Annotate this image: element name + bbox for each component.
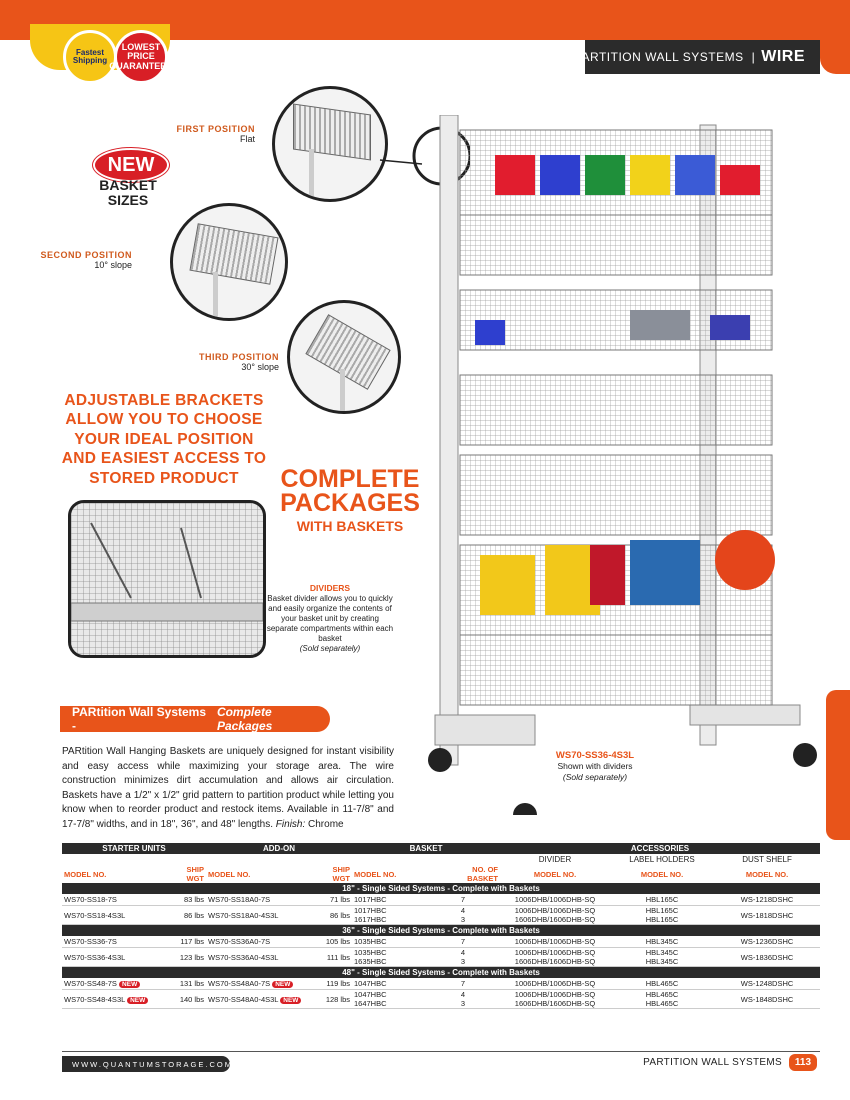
col-basket-qty	[426, 865, 500, 883]
basket-model: 1017HBC	[354, 895, 387, 904]
col-no-of: NO. OF	[472, 865, 499, 874]
divider-model-cell	[500, 948, 610, 967]
section-row	[62, 883, 820, 894]
second-position-sub: 10° slope	[94, 260, 132, 270]
label-model: HBL465C	[645, 999, 679, 1008]
dividers-note: (Sold separately)	[299, 643, 361, 653]
divider-model: 1006DHB/1006DHB-SQ	[514, 906, 596, 915]
footer-section: PARTITION WALL SYSTEMS	[643, 1057, 782, 1068]
starter-units-header: STARTER UNITS	[102, 844, 166, 853]
section-title-text: 18" - Single Sided Systems - Complete with Baskets	[342, 884, 540, 893]
section-title: PARtition Wall Systems -	[72, 705, 207, 733]
basket-model: 1035HBC	[354, 948, 387, 957]
starter-header-cell	[62, 843, 206, 854]
addon-weight-cell	[308, 936, 352, 948]
label-model-cell	[610, 948, 714, 967]
addon-model: WS70-SS36A0-7S	[208, 937, 271, 946]
basket-model: 1635HBC	[354, 957, 387, 966]
starter-model-cell	[62, 894, 162, 906]
addon-model-cell	[206, 948, 308, 967]
table-row	[62, 990, 820, 1009]
with-baskets-subtitle: WITH BASKETS	[296, 517, 404, 534]
addon-weight: 71 lbs	[329, 895, 350, 904]
spec-table	[62, 843, 820, 1009]
starter-model: WS70-SS18-4S3L	[64, 910, 126, 920]
basket-model-cell	[352, 948, 426, 967]
section-title-text: 48" - Single Sided Systems - Complete with Baskets	[342, 968, 540, 977]
accessories-header-cell	[500, 843, 820, 854]
table-header-acc	[62, 854, 820, 865]
divider-model: 1006DHB/1006DHB-SQ	[514, 937, 596, 946]
starter-weight-cell	[162, 894, 206, 906]
starter-model: WS70-SS48-7S	[64, 979, 117, 988]
divider-model: 1606DHB/1606DHB-SQ	[514, 957, 596, 966]
col-model: MODEL NO.	[354, 869, 397, 879]
addon-header: ADD-ON	[263, 844, 295, 853]
label-model: HBL345C	[645, 957, 679, 966]
basket-qty: 3	[460, 999, 466, 1008]
divider-model: 1606DHB/1606DHB-SQ	[514, 915, 596, 924]
new-badge: NEW	[119, 981, 140, 988]
complete-packages-heading	[280, 465, 420, 534]
starter-model: WS70-SS36-7S	[64, 937, 117, 946]
dust-model: WS-1818DSHC	[740, 910, 794, 920]
starter-weight: 131 lbs	[179, 979, 204, 988]
basket-header-cell	[352, 843, 500, 854]
table-row	[62, 978, 820, 990]
starter-weight: 117 lbs	[180, 937, 204, 946]
header-category: WIRE	[761, 48, 805, 65]
basket-qty-cell	[426, 990, 500, 1009]
col-divider-model	[500, 865, 610, 883]
starter-weight: 140 lbs	[179, 994, 204, 1004]
basket-model-cell	[352, 936, 426, 948]
description-text: PARtition Wall Hanging Baskets are uniquely designed for instant visibility and easy access while maximizing your storage area. The wire construction minimizes dirt accumulation and allows air circulation. Baskets have a 1/2" x 1/2" grid pattern to partition product while letting you know when to reorder product and restock items. Available in 11-7/8" and 17-7/8" widths, and in 18", 36", and 48" lengths.	[62, 746, 394, 830]
finish-value: Chrome	[305, 818, 344, 830]
starter-weight-cell	[162, 906, 206, 925]
header-title	[574, 48, 805, 66]
label-model: HBL165C	[645, 915, 679, 924]
addon-weight: 128 lbs	[325, 994, 350, 1004]
header-spacer	[62, 854, 500, 865]
third-position-image	[287, 300, 401, 414]
basket-qty: 4	[460, 948, 466, 957]
basket-qty: 3	[460, 957, 466, 966]
starter-weight-cell	[162, 978, 206, 990]
addon-weight: 105 lbs	[325, 937, 350, 946]
table-row	[62, 894, 820, 906]
table-header-groups	[62, 843, 820, 854]
first-position-sub: Flat	[239, 134, 255, 144]
rack-caption-model: WS70-SS36-4S3L	[555, 750, 635, 761]
lowest-price-badge	[109, 30, 173, 84]
divider-model-cell	[500, 894, 610, 906]
label-model: HBL345C	[645, 937, 679, 946]
page-number: 113	[789, 1054, 817, 1071]
addon-weight: 111 lbs	[326, 952, 350, 962]
col-basket: BASKET	[467, 874, 499, 883]
table-header-cols	[62, 865, 820, 883]
basket-model: 1647HBC	[354, 999, 387, 1008]
col-starter-wgt	[162, 865, 206, 883]
lowest-price-text: LOWEST PRICE GUARANTEED	[109, 41, 173, 71]
basket-qty-cell	[426, 936, 500, 948]
addon-model-cell	[206, 894, 308, 906]
starter-model-cell	[62, 990, 162, 1009]
basket-qty-cell	[426, 978, 500, 990]
basket-model: 1017HBC	[354, 906, 387, 915]
section-row	[62, 925, 820, 937]
starter-weight: 83 lbs	[183, 895, 204, 904]
label-model: HBL465C	[645, 979, 679, 988]
divider-model-cell	[500, 936, 610, 948]
label-model-cell	[610, 906, 714, 925]
divider-model-cell	[500, 906, 610, 925]
addon-weight-cell	[308, 906, 352, 925]
basket-qty: 4	[460, 990, 466, 999]
addon-weight: 86 lbs	[329, 910, 350, 920]
col-starter-model	[62, 865, 162, 883]
dividers-caption	[265, 583, 395, 654]
label-model: HBL165C	[645, 895, 679, 904]
basket-model: 1035HBC	[354, 937, 387, 946]
col-model: MODEL NO.	[208, 869, 251, 879]
starter-model-cell	[62, 906, 162, 925]
section-subtitle: Complete Packages	[216, 705, 273, 733]
dust-model: WS-1848DSHC	[740, 994, 794, 1004]
col-model: MODEL NO.	[640, 869, 684, 879]
basket-qty: 7	[460, 937, 466, 946]
new-badge: NEW	[280, 997, 301, 1004]
basket-sizes-label: BASKET SIZES	[99, 177, 157, 209]
divider-model: 1006DHB/1006DHB-SQ	[514, 948, 596, 957]
addon-model: WS70-SS48A0-4S3L	[208, 994, 279, 1004]
basket-qty-cell	[426, 948, 500, 967]
adjustable-brackets-heading: ADJUSTABLE BRACKETS ALLOW YOU TO CHOOSE YOUR IDEAL POSITION AND EASIEST ACCESS TO STORED PRODUCT	[61, 392, 267, 487]
dust-model: WS-1218DSHC	[740, 895, 794, 904]
second-position-image	[170, 203, 288, 321]
table-row	[62, 936, 820, 948]
starter-model: WS70-SS18-7S	[64, 895, 117, 904]
starter-weight-cell	[162, 948, 206, 967]
first-position-title: FIRST POSITION	[176, 124, 255, 134]
basket-qty: 7	[460, 979, 466, 988]
fastest-shipping-text: Fastest Shipping	[72, 47, 108, 65]
rack-illustration	[420, 115, 820, 815]
basket-qty-cell	[426, 894, 500, 906]
divider-model-cell	[500, 990, 610, 1009]
addon-model: WS70-SS18A0-7S	[208, 895, 271, 904]
header-cap	[820, 40, 850, 74]
label-model: HBL465C	[645, 990, 679, 999]
addon-model-cell	[206, 978, 308, 990]
rack-caption-note: (Sold separately)	[562, 771, 628, 782]
basket-model-cell	[352, 894, 426, 906]
label-model: HBL165C	[645, 906, 679, 915]
dust-model: WS-1836DSHC	[740, 952, 794, 962]
col-wgt: WGT	[332, 874, 350, 883]
addon-weight-cell	[308, 990, 352, 1009]
starter-model: WS70-SS36-4S3L	[64, 952, 126, 962]
starter-weight-cell	[162, 936, 206, 948]
label-model-cell	[610, 894, 714, 906]
basket-model-cell	[352, 990, 426, 1009]
third-position-sub: 30° slope	[241, 362, 279, 372]
section-title-cell	[62, 883, 820, 894]
addon-header-cell	[206, 843, 352, 854]
col-model: MODEL NO.	[64, 869, 107, 879]
table-row	[62, 948, 820, 967]
dust-model: WS-1236DSHC	[740, 937, 794, 946]
dust-header-cell	[714, 854, 820, 865]
dust-model-cell	[714, 978, 820, 990]
dust-model: WS-1248DSHC	[740, 979, 794, 988]
col-model: MODEL NO.	[533, 869, 577, 879]
starter-weight: 86 lbs	[183, 910, 204, 920]
finish-label: Finish:	[275, 818, 306, 830]
second-position-callout	[40, 250, 132, 270]
divider-model: 1606DHB/1606DHB-SQ	[514, 999, 596, 1008]
divider-model: 1006DHB/1006DHB-SQ	[514, 979, 596, 988]
section-row	[62, 967, 820, 979]
description	[62, 745, 394, 832]
basket-header: BASKET	[409, 844, 443, 853]
dust-model-cell	[714, 990, 820, 1009]
col-dust-model	[714, 865, 820, 883]
section-title-cell	[62, 925, 820, 937]
divider-header: DIVIDER	[538, 855, 572, 864]
dust-model-cell	[714, 936, 820, 948]
rack-caption	[540, 750, 650, 782]
dust-model-cell	[714, 906, 820, 925]
dividers-text: Basket divider allows you to quickly and easily organize the contents of your basket unit by creating separate compartments within each basket	[266, 593, 394, 643]
col-model: MODEL NO.	[745, 869, 789, 879]
new-badge: NEW	[272, 981, 293, 988]
addon-model-cell	[206, 936, 308, 948]
starter-model: WS70-SS48-4S3L	[64, 994, 126, 1004]
basket-model-cell	[352, 906, 426, 925]
complete-packages-title: COMPLETE PACKAGES	[280, 465, 420, 517]
dust-shelf-header: DUST SHELF	[742, 855, 792, 864]
addon-model: WS70-SS36A0-4S3L	[208, 952, 279, 962]
starter-weight-cell	[162, 990, 206, 1009]
basket-qty: 3	[460, 915, 466, 924]
dust-model-cell	[714, 948, 820, 967]
basket-model: 1617HBC	[354, 915, 387, 924]
addon-model-cell	[206, 990, 308, 1009]
second-position-title: SECOND POSITION	[40, 250, 132, 260]
basket-qty-cell	[426, 906, 500, 925]
col-addon-model	[206, 865, 308, 883]
col-label-model	[610, 865, 714, 883]
section-title-cell	[62, 967, 820, 979]
rack-caption-text: Shown with dividers	[557, 761, 633, 772]
divider-photo	[68, 500, 266, 658]
third-position-callout	[175, 352, 279, 372]
label-model-cell	[610, 936, 714, 948]
new-badge-text: NEW	[107, 153, 155, 176]
addon-model: WS70-SS48A0-7S	[208, 979, 271, 988]
basket-qty: 4	[460, 906, 466, 915]
section-title-text: 36" - Single Sided Systems - Complete with Baskets	[342, 926, 540, 935]
dividers-title: DIVIDERS	[309, 583, 351, 593]
footer-rule	[62, 1051, 820, 1052]
starter-model-cell	[62, 978, 162, 990]
divider-model: 1006DHB/1006DHB-SQ	[514, 895, 596, 904]
col-ship: SHIP	[186, 865, 204, 874]
third-position-title: THIRD POSITION	[198, 352, 279, 362]
col-ship: SHIP	[332, 865, 350, 874]
addon-model-cell	[206, 906, 308, 925]
addon-weight-cell	[308, 894, 352, 906]
starter-model-cell	[62, 936, 162, 948]
addon-model: WS70-SS18A0-4S3L	[208, 910, 279, 920]
label-model: HBL345C	[645, 948, 679, 957]
col-basket-model	[352, 865, 426, 883]
header-section: PARTITION WALL SYSTEMS	[573, 50, 744, 64]
addon-weight-cell	[308, 978, 352, 990]
side-tab	[826, 690, 850, 840]
dust-model-cell	[714, 894, 820, 906]
col-wgt: WGT	[186, 874, 204, 883]
divider-header-cell	[500, 854, 610, 865]
starter-weight: 123 lbs	[179, 952, 204, 962]
label-model-cell	[610, 990, 714, 1009]
table-row	[62, 906, 820, 925]
divider-model-cell	[500, 978, 610, 990]
basket-qty: 7	[460, 895, 466, 904]
starter-model-cell	[62, 948, 162, 967]
col-addon-wgt	[308, 865, 352, 883]
label-model-cell	[610, 978, 714, 990]
header-divider: |	[751, 50, 756, 64]
first-position-callout	[150, 124, 255, 144]
accessories-header: ACCESSORIES	[630, 844, 690, 853]
addon-weight-cell	[308, 948, 352, 967]
section-title-bar	[60, 706, 330, 732]
footer-url[interactable]: WWW.QUANTUMSTORAGE.COM	[62, 1056, 230, 1072]
divider-model: 1006DHB/1006DHB-SQ	[514, 990, 596, 999]
addon-weight: 119 lbs	[326, 979, 350, 988]
basket-model-cell	[352, 978, 426, 990]
label-holders-header: LABEL HOLDERS	[629, 855, 695, 864]
basket-model: 1047HBC	[354, 990, 387, 999]
label-header-cell	[610, 854, 714, 865]
new-badge: NEW	[127, 997, 148, 1004]
basket-model: 1047HBC	[354, 979, 387, 988]
